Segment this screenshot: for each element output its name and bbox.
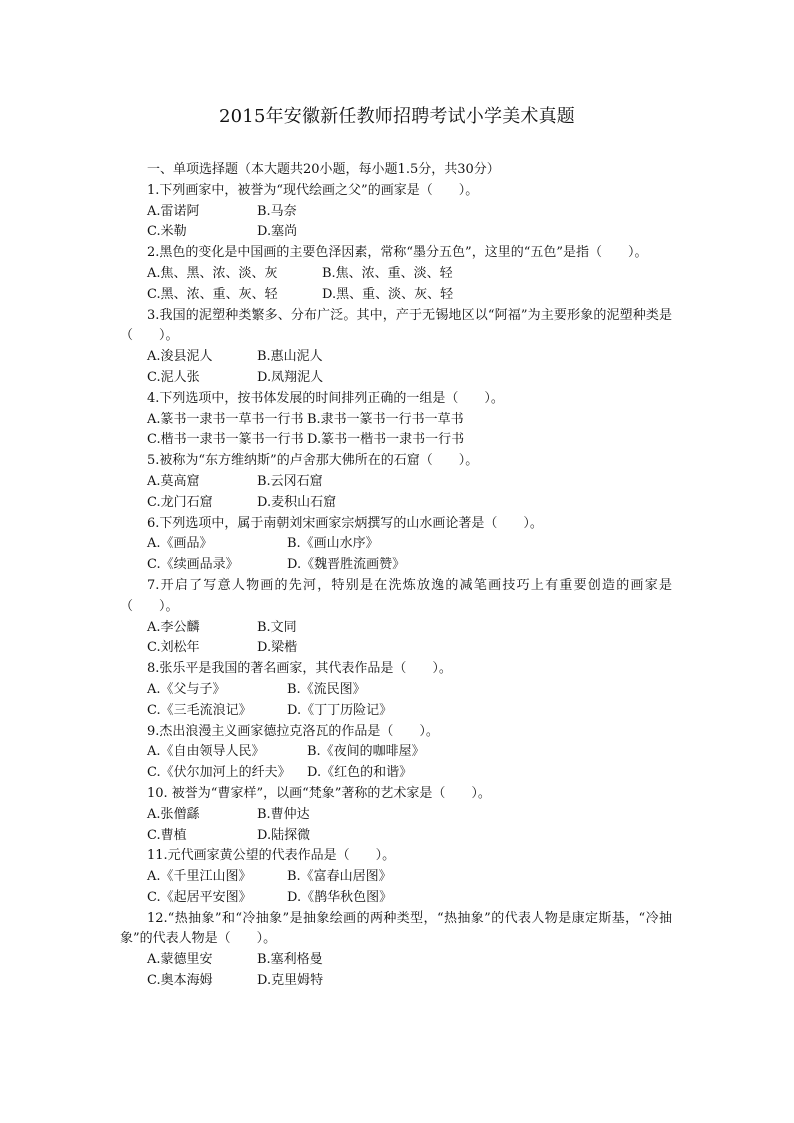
option-b: B.惠山泥人 — [257, 349, 323, 365]
option-c: C.泥人张 — [147, 369, 200, 385]
option-c: C.《续画品录》 — [147, 557, 239, 573]
option-d: D.《魏晋胜流画赞》 — [287, 557, 406, 573]
option-row — [120, 202, 672, 223]
option-row — [120, 347, 672, 368]
option-row — [120, 285, 672, 306]
option-a: A.《千里江山图》 — [147, 869, 252, 885]
option-row — [120, 618, 672, 639]
question-stem: 8.张乐平是我国的著名画家，其代表作品是（ ）。 — [147, 661, 452, 677]
option-row — [120, 701, 672, 722]
option-c: C.米勒 — [147, 224, 187, 240]
option-a: A.浚县泥人 — [147, 349, 213, 365]
option-row — [120, 555, 672, 576]
option-row — [120, 368, 672, 389]
option-row — [120, 222, 672, 243]
option-row — [120, 888, 672, 909]
option-d: D.克里姆特 — [257, 973, 324, 989]
question-stem: 4.下列选项中，按书体发展的时间排列正确的一组是（ ）。 — [147, 390, 504, 406]
section-heading: 一、单项选择题（本大题共20小题，每小题1.5分，共30分） — [147, 162, 500, 177]
option-a: A.焦、黑、浓、淡、灰 — [147, 265, 278, 281]
option-row — [120, 472, 672, 493]
option-a: A.莫高窟 — [147, 473, 200, 489]
option-d: D.塞尚 — [257, 224, 298, 240]
option-b: B.焦、浓、重、淡、轻 — [322, 265, 453, 281]
question-stem: 5.被称为“东方维纳斯”的卢舍那大佛所在的石窟（ ）。 — [147, 453, 479, 469]
question-stem: 9.杰出浪漫主义画家德拉克洛瓦的作品是（ ）。 — [147, 723, 439, 739]
option-row — [120, 638, 672, 659]
page-title: 2015年安徽新任教师招聘考试小学美术真题 — [218, 106, 575, 127]
option-d: D.篆书一楷书一隶书一行书 — [307, 432, 465, 448]
option-a: A.张僧繇 — [147, 806, 200, 822]
option-row — [120, 867, 672, 888]
question-section — [120, 160, 672, 992]
option-d: D.《红色的和谐》 — [307, 765, 413, 781]
option-row — [120, 430, 672, 451]
question-stem: 11.元代画家黄公望的代表作品是（ ）。 — [147, 848, 396, 864]
question-stem: 3.我国的泥塑种类繁多、分布广泛。其中，产于无锡地区以“阿福”为主要形象的泥塑种类是（ ）。 — [120, 307, 672, 344]
option-c: C.《起居平安图》 — [147, 889, 252, 905]
option-b: B.文同 — [257, 619, 297, 635]
option-c: C.曹植 — [147, 827, 187, 843]
option-c: C.奥本海姆 — [147, 973, 213, 989]
option-a: A.雷诺阿 — [147, 203, 200, 219]
option-d: D.梁楷 — [257, 640, 298, 656]
option-b: B.《流民图》 — [287, 681, 366, 697]
option-row — [120, 971, 672, 992]
option-row — [120, 950, 672, 971]
question-stem: 10. 被誉为“曹家样”，以画“梵象”著称的艺术家是（ ）。 — [147, 785, 491, 801]
option-d: D.陆探微 — [257, 827, 311, 843]
option-row — [120, 264, 672, 285]
option-a: A.《画品》 — [147, 536, 213, 552]
option-b: B.云冈石窟 — [257, 473, 323, 489]
option-d: D.凤翔泥人 — [257, 369, 324, 385]
option-b: B.《夜间的咖啡屋》 — [307, 744, 425, 760]
option-a: A.篆书一隶书一草书一行书 — [147, 411, 304, 427]
option-b: B.《画山水序》 — [287, 536, 379, 552]
question-stem: 6.下列选项中，属于南朝刘宋画家宗炳撰写的山水画论著是（ ）。 — [147, 515, 543, 531]
question-stem: 1.下列画家中，被誉为“现代绘画之父”的画家是（ ）。 — [147, 182, 479, 198]
option-b: B.隶书一篆书一行书一草书 — [307, 411, 464, 427]
option-d: D.《鹊华秋色图》 — [287, 889, 393, 905]
option-a: A.《自由领导人民》 — [147, 744, 265, 760]
option-a: A.蒙德里安 — [147, 952, 213, 968]
option-row — [120, 763, 672, 784]
option-c: C.楷书一隶书一篆书一行书 — [147, 432, 304, 448]
option-c: C.《伏尔加河上的纤夫》 — [147, 765, 291, 781]
option-row — [120, 826, 672, 847]
option-c: C.《三毛流浪记》 — [147, 702, 252, 718]
option-c: C.刘松年 — [147, 640, 200, 656]
option-d: D.《丁丁历险记》 — [287, 702, 393, 718]
option-c: C.黑、浓、重、灰、轻 — [147, 286, 278, 302]
question-stem: 2.黑色的变化是中国画的主要色泽因素，常称“墨分五色”，这里的“五色”是指（ ）。 — [147, 245, 648, 261]
question-stem: 12.“热抽象”和“冷抽象”是抽象绘画的两种类型，“热抽象”的代表人物是康定斯基，“冷抽象”的代表人物是（ ）。 — [120, 910, 672, 947]
option-row — [120, 805, 672, 826]
option-row — [120, 742, 672, 763]
option-row — [120, 410, 672, 431]
option-row — [120, 534, 672, 555]
option-a: A.《父与子》 — [147, 681, 226, 697]
option-b: B.曹仲达 — [257, 806, 310, 822]
option-c: C.龙门石窟 — [147, 494, 213, 510]
option-b: B.塞利格曼 — [257, 952, 323, 968]
option-b: B.《富春山居图》 — [287, 869, 392, 885]
option-d: D.麦积山石窟 — [257, 494, 337, 510]
option-d: D.黑、重、淡、灰、轻 — [322, 286, 454, 302]
option-row — [120, 680, 672, 701]
option-row — [120, 493, 672, 514]
question-stem: 7.开启了写意人物画的先河，特别是在洗炼放逸的减笔画技巧上有重要创造的画家是（ ）。 — [120, 577, 672, 614]
option-b: B.马奈 — [257, 203, 297, 219]
option-a: A.李公麟 — [147, 619, 200, 635]
